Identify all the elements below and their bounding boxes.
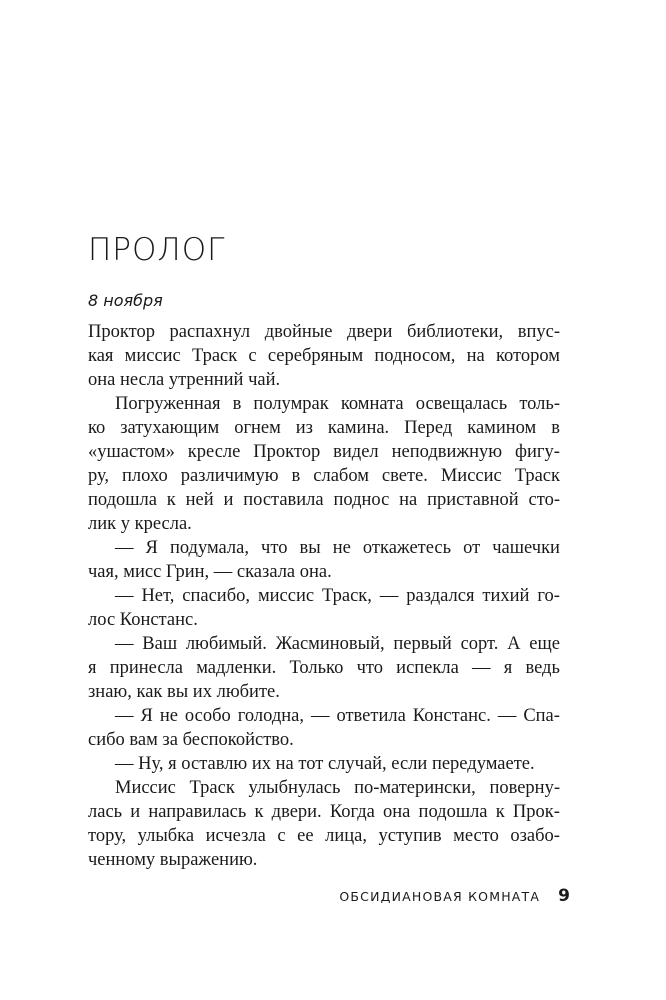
text-line <box>88 392 560 416</box>
chapter-date: 8 ноября <box>88 291 163 310</box>
text-word: Жасминовый, <box>275 634 385 654</box>
text-word: библиотеки, <box>406 322 504 342</box>
text-word: к <box>254 802 264 822</box>
text-word: впус- <box>517 322 560 342</box>
text-word: подошла <box>88 490 157 510</box>
text-word: серебряным <box>267 346 364 366</box>
text-word: Я <box>145 538 158 558</box>
text-word: с <box>277 826 286 846</box>
text-word: ответила <box>336 706 406 726</box>
page-footer <box>339 886 570 906</box>
text-word: лица, <box>325 826 367 846</box>
text-line-content: сибо вам за беспокойство. <box>88 730 294 750</box>
text-word: — <box>115 538 134 558</box>
text-line <box>88 632 560 656</box>
text-word: Прок- <box>512 802 560 822</box>
text-word: на <box>399 490 418 510</box>
text-word: Проктор <box>253 442 321 462</box>
text-line-content: ченному выражению. <box>88 850 258 870</box>
text-word: — <box>115 634 134 654</box>
text-word: я <box>503 658 513 678</box>
text-word: Траск, <box>322 586 372 606</box>
text-line-content: знаю, как вы их любите. <box>88 682 280 702</box>
text-word: Спа- <box>523 706 560 726</box>
text-word: затухающим <box>120 418 220 438</box>
text-line <box>88 584 560 608</box>
text-line <box>88 488 560 512</box>
text-word: я <box>88 658 97 678</box>
text-word: Только <box>289 658 344 678</box>
text-word: Траск <box>189 778 235 798</box>
text-word: место <box>453 826 499 846</box>
text-line <box>88 608 560 632</box>
text-line-content: лик у кресла. <box>88 514 192 534</box>
text-word: в <box>551 418 560 438</box>
text-word: уступив <box>378 826 442 846</box>
text-word: видел <box>333 442 379 462</box>
text-word: сорт. <box>460 634 499 654</box>
text-word: исчезла <box>205 826 266 846</box>
text-line <box>88 848 560 872</box>
text-word: Миссис <box>115 778 176 798</box>
text-line <box>88 704 560 728</box>
text-word: котором <box>495 346 560 366</box>
text-word: Погруженная <box>115 394 221 414</box>
text-word: не <box>159 706 178 726</box>
text-word: подошла <box>418 802 488 822</box>
text-line <box>88 440 560 464</box>
text-word: Проктор <box>88 322 155 342</box>
text-word: — <box>115 706 134 726</box>
text-word: распахнул <box>169 322 251 342</box>
running-head: ОБСИДИАНОВАЯ КОМНАТА <box>339 889 541 904</box>
chapter-title: ПРОЛОГ <box>88 232 226 268</box>
text-word: мадленки. <box>196 658 277 678</box>
text-word: камина. <box>327 418 390 438</box>
text-word: по-матерински, <box>354 778 476 798</box>
text-word: Перед <box>404 418 453 438</box>
text-word: — <box>379 586 399 606</box>
page-number: 9 <box>558 886 570 906</box>
text-word: и <box>130 802 141 822</box>
text-line <box>88 344 560 368</box>
text-word: не <box>332 538 351 558</box>
text-word: фигу- <box>515 442 560 462</box>
text-line <box>88 368 560 392</box>
text-line <box>88 776 560 800</box>
text-word: ней <box>185 490 214 510</box>
text-line <box>88 512 560 536</box>
body-text <box>88 320 560 872</box>
text-word: двойные <box>264 322 333 342</box>
text-word: освещалась <box>415 394 508 414</box>
text-word: первый <box>393 634 452 654</box>
text-line <box>88 656 560 680</box>
text-word: — <box>115 586 134 606</box>
text-word: подумала, <box>169 538 249 558</box>
text-word: тору, <box>88 826 127 846</box>
text-word: кресле <box>187 442 241 462</box>
text-word: А <box>507 634 521 654</box>
text-word: ру, <box>88 466 110 486</box>
text-line <box>88 416 560 440</box>
text-word: любимый. <box>185 634 267 654</box>
text-word: принесла <box>109 658 183 678</box>
text-word: на <box>466 346 485 366</box>
text-word: и <box>223 490 234 510</box>
text-word: кая <box>88 346 114 366</box>
text-word: слабом <box>313 466 369 486</box>
text-word: улыбка <box>137 826 195 846</box>
text-word: Траск <box>514 466 560 486</box>
text-word: она <box>383 802 411 822</box>
text-line <box>88 752 560 776</box>
text-word: поставила <box>243 490 324 510</box>
text-word: голодна, <box>237 706 304 726</box>
text-word: свете. <box>381 466 428 486</box>
text-word: чашечки <box>492 538 560 558</box>
text-word: сто- <box>528 490 560 510</box>
text-word: откажетесь <box>362 538 452 558</box>
text-word: двери <box>346 322 393 342</box>
text-word: Когда <box>329 802 375 822</box>
text-word: Ваш <box>142 634 178 654</box>
text-word: Траск <box>191 346 238 366</box>
text-word: раздался <box>406 586 475 606</box>
text-word: поднос <box>333 490 390 510</box>
text-word: различимую <box>180 466 279 486</box>
text-word: Миссис <box>440 466 502 486</box>
text-word: Я <box>140 706 153 726</box>
text-word: — <box>472 658 491 678</box>
text-word: подносом, <box>374 346 456 366</box>
text-word: поверну- <box>489 778 560 798</box>
text-word: плохо <box>122 466 168 486</box>
text-line-content: она несла утренний чай. <box>88 370 281 390</box>
text-word: в <box>232 394 242 414</box>
text-word: лась <box>88 802 123 822</box>
text-word: от <box>463 538 481 558</box>
text-word: испекла <box>396 658 459 678</box>
text-word: к <box>495 802 505 822</box>
text-word: направилась <box>148 802 247 822</box>
text-word: Нет, <box>141 586 175 606</box>
text-word: из <box>295 418 313 438</box>
text-line <box>88 800 560 824</box>
text-word: миссис <box>257 586 315 606</box>
text-word: спасибо, <box>182 586 250 606</box>
text-line <box>88 536 560 560</box>
text-word: ее <box>297 826 314 846</box>
text-word: с <box>248 346 257 366</box>
text-word: Констанс. <box>412 706 491 726</box>
text-line <box>88 680 560 704</box>
text-word: улыбнулась <box>248 778 341 798</box>
text-word: вы <box>299 538 321 558</box>
text-word: го- <box>537 586 560 606</box>
text-word: двери. <box>271 802 322 822</box>
text-word: — <box>497 706 517 726</box>
text-word: толь- <box>519 394 560 414</box>
text-word: камином <box>467 418 537 438</box>
text-line-content: лос Констанс. <box>88 610 198 630</box>
text-line <box>88 824 560 848</box>
text-word: что <box>356 658 383 678</box>
text-word: что <box>261 538 288 558</box>
text-line-content: чая, мисс Грин, — сказала она. <box>88 562 332 582</box>
text-word: — <box>310 706 330 726</box>
text-line-content: — Ну, я оставлю их на тот случай, если передумаете. <box>115 754 535 774</box>
text-word: тихий <box>482 586 530 606</box>
text-word: к <box>166 490 176 510</box>
text-word: в <box>291 466 301 486</box>
text-word: приставной <box>427 490 519 510</box>
text-word: неподвижную <box>391 442 503 462</box>
text-word: особо <box>184 706 231 726</box>
text-word: «ушастом» <box>88 442 175 462</box>
text-word: ведь <box>525 658 560 678</box>
text-line <box>88 320 560 344</box>
text-word: озабо- <box>510 826 560 846</box>
text-word: огнем <box>234 418 281 438</box>
text-word: комната <box>340 394 404 414</box>
text-word: полумрак <box>253 394 329 414</box>
text-word: еще <box>529 634 560 654</box>
text-word: ко <box>88 418 106 438</box>
text-word: миссис <box>124 346 181 366</box>
text-line <box>88 464 560 488</box>
text-line <box>88 560 560 584</box>
text-line <box>88 728 560 752</box>
